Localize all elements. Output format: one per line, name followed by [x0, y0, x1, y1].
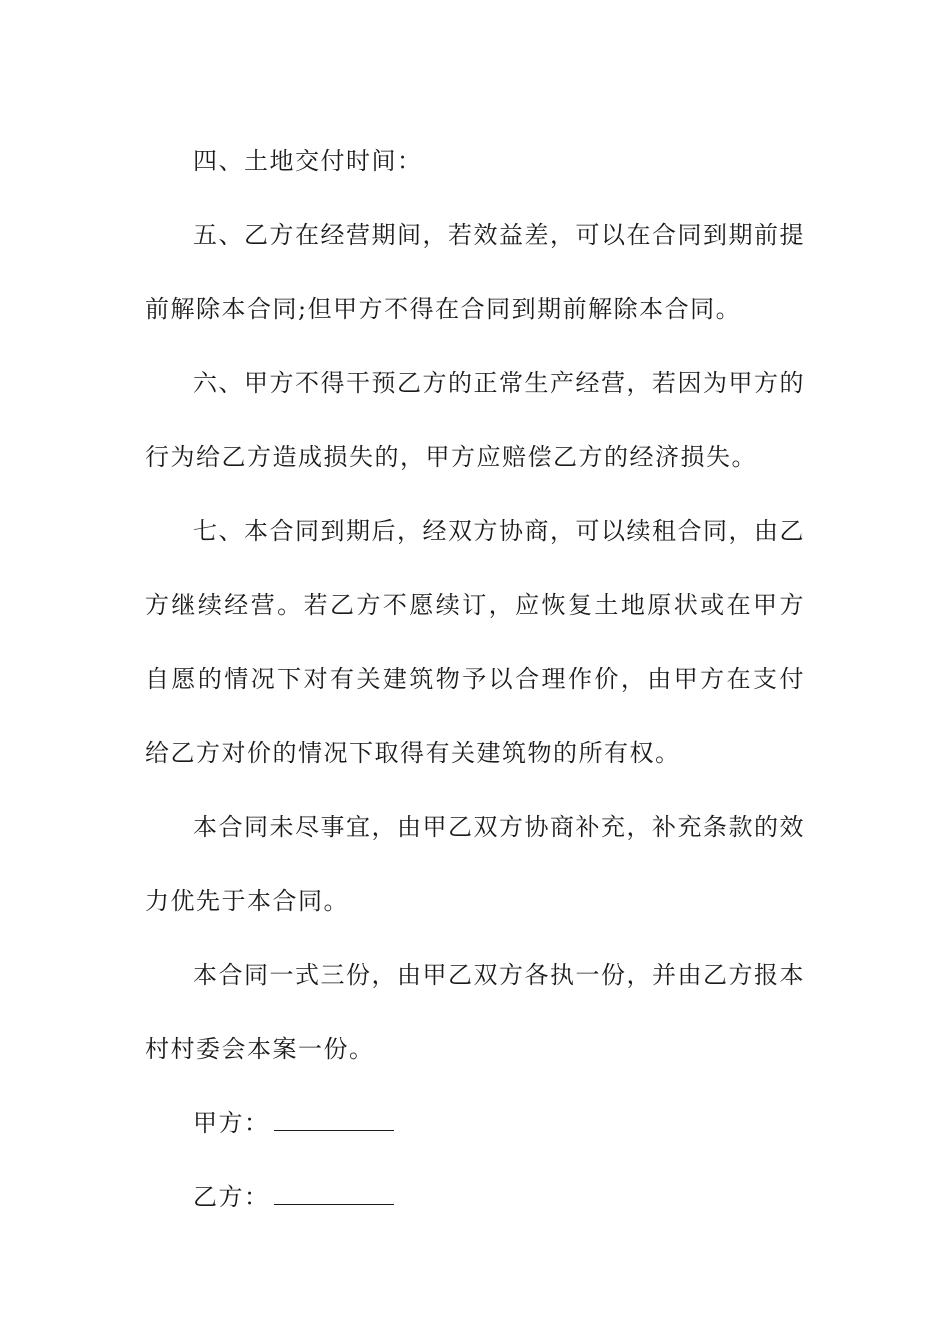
contract-body	[145, 124, 805, 1234]
party-a-signature	[145, 1086, 805, 1160]
clause-copies: 本合同一式三份，由甲乙双方各执一份，并由乙方报本村村委会本案一份。	[145, 961, 805, 1063]
clause-renewal: 七、本合同到期后，经双方协商，可以续租合同，由乙方继续经营。若乙方不愿续订，应恢复土地原状或在甲方自愿的情况下对有关建筑物予以合理作价，由甲方在支付给乙方对价的情况下取得有关建筑物的所有权。	[145, 517, 805, 767]
party-b-label: 乙方：	[193, 1183, 270, 1211]
clause-non-interference: 六、甲方不得干预乙方的正常生产经营，若因为甲方的行为给乙方造成损失的，甲方应赔偿乙方的经济损失。	[145, 369, 805, 471]
party-a-blank	[274, 1110, 394, 1131]
clause-early-termination: 五、乙方在经营期间，若效益差，可以在合同到期前提前解除本合同;但甲方不得在合同到期前解除本合同。	[145, 221, 805, 323]
party-a-label: 甲方：	[193, 1109, 270, 1137]
clause-land-delivery-time: 四、土地交付时间：	[193, 147, 423, 175]
party-b-signature	[145, 1160, 805, 1234]
clause-supplementary: 本合同未尽事宜，由甲乙双方协商补充，补充条款的效力优先于本合同。	[145, 813, 805, 915]
party-b-blank	[274, 1184, 394, 1205]
